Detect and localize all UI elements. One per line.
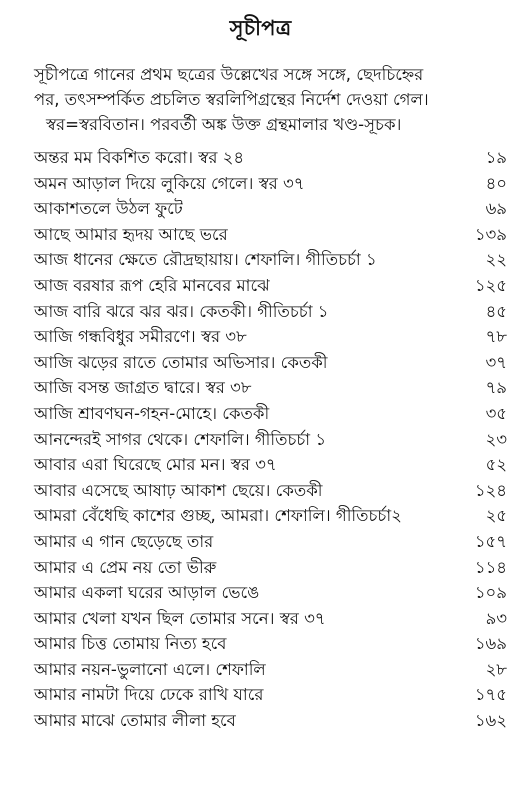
song-first-line: আজ বারি ঝরে ঝর ঝর। কেতকী। গীতিচর্চা ১ bbox=[34, 301, 329, 321]
page-number: ৩৫ bbox=[485, 403, 507, 423]
song-first-line: আজি গন্ধবিধুর সমীরণে। স্বর ৩৮ bbox=[34, 327, 247, 347]
page-number: ১৯ bbox=[485, 148, 507, 167]
page-number: ১০৯ bbox=[474, 583, 507, 603]
page-number: ৩৭ bbox=[485, 352, 507, 372]
page-number: ৪৫ bbox=[485, 301, 507, 321]
page-number: ১৬২ bbox=[474, 711, 507, 731]
song-first-line: আমার চিত্ত তোমায় নিত্য হবে bbox=[34, 634, 227, 654]
page-number: ৯৩ bbox=[485, 608, 507, 628]
list-item bbox=[34, 350, 507, 376]
page-number: ২৫ bbox=[485, 506, 507, 526]
list-item bbox=[34, 682, 507, 708]
list-item bbox=[34, 171, 507, 197]
list-item bbox=[34, 657, 507, 683]
intro-line: স্বর=স্বরবিতান। পরবর্তী অঙ্ক উক্ত গ্রন্থমালার খণ্ড-সূচক। bbox=[46, 115, 402, 134]
list-item bbox=[34, 427, 507, 453]
page-number: ২৮ bbox=[485, 659, 507, 679]
list-item bbox=[34, 503, 507, 529]
list-item bbox=[34, 631, 507, 657]
list-item bbox=[34, 478, 507, 504]
list-item bbox=[34, 299, 507, 325]
song-first-line: আবার এরা ঘিরেছে মোর মন। স্বর ৩৭ bbox=[34, 455, 277, 475]
song-first-line: আকাশতলে উঠল ফুটে bbox=[34, 199, 183, 219]
list-item bbox=[34, 222, 507, 248]
song-index-list bbox=[34, 145, 507, 734]
song-first-line: আমার মাঝে তোমার লীলা হবে bbox=[34, 711, 236, 731]
list-item bbox=[34, 529, 507, 555]
song-first-line: আনন্দেরই সাগর থেকে। শেফালি। গীতিচর্চা ১ bbox=[34, 429, 327, 449]
list-item bbox=[34, 708, 507, 734]
intro-line: পর, তৎসম্পর্কিত প্রচলিত স্বরলিপিগ্রন্থের নির্দেশ দেওয়া গেল। bbox=[34, 90, 429, 109]
list-item bbox=[34, 145, 507, 171]
page-title: সূচীপত্র bbox=[229, 16, 292, 40]
song-first-line: আজ ধানের ক্ষেতে রৌদ্রছায়ায়। শেফালি। গীতিচর্চা ১ bbox=[34, 250, 377, 270]
page-number: ১৩৯ bbox=[474, 224, 507, 244]
song-first-line: আজি ঝড়ের রাতে তোমার অভিসার। কেতকী bbox=[34, 352, 328, 372]
song-first-line: আমার এ গান ছেড়েছে তার bbox=[34, 531, 214, 551]
list-item bbox=[34, 401, 507, 427]
song-first-line: আমরা বেঁধেছি কাশের গুচ্ছ, আমরা। শেফালি। গীতিচর্চা২ bbox=[34, 506, 402, 526]
page-number: ৫২ bbox=[485, 455, 507, 475]
song-first-line: আমার নয়ন-ভুলানো এলে। শেফালি bbox=[34, 659, 266, 679]
intro-line: সূচীপত্রে গানের প্রথম ছত্রের উল্লেখের সঙ্গে সঙ্গে, ছেদচিহ্নের bbox=[34, 65, 424, 84]
page-number: ৬৯ bbox=[485, 199, 507, 219]
page-number: ১১৪ bbox=[474, 557, 507, 577]
list-item bbox=[34, 247, 507, 273]
page-number: ১২৪ bbox=[474, 480, 507, 500]
page-number: ৭৯ bbox=[485, 378, 507, 398]
song-first-line: অন্তর মম বিকশিত করো। স্বর ২৪ bbox=[34, 148, 245, 167]
page-number: ১২৫ bbox=[474, 275, 507, 295]
page-number: ১৬৯ bbox=[474, 634, 507, 654]
song-first-line: আজি বসন্ত জাগ্রত দ্বারে। স্বর ৩৮ bbox=[34, 378, 252, 398]
list-item bbox=[34, 452, 507, 478]
song-first-line: আমার খেলা যখন ছিল তোমার সনে। স্বর ৩৭ bbox=[34, 608, 326, 628]
page-number: ২৩ bbox=[485, 429, 507, 449]
list-item bbox=[34, 580, 507, 606]
song-first-line: আছে আমার হৃদয় আছে ভরে bbox=[34, 224, 228, 244]
song-first-line: আমার একলা ঘরের আড়াল ভেঙে bbox=[34, 583, 260, 603]
page-number: ২২ bbox=[485, 250, 507, 270]
song-first-line: আজি শ্রাবণঘন-গহন-মোহে। কেতকী bbox=[34, 403, 270, 423]
page-number: ৭৮ bbox=[485, 327, 507, 347]
list-item bbox=[34, 273, 507, 299]
song-first-line: আমার এ প্রেম নয় তো ভীরু bbox=[34, 557, 217, 577]
song-first-line: অমন আড়াল দিয়ে লুকিয়ে গেলে। স্বর ৩৭ bbox=[34, 173, 305, 193]
list-item bbox=[34, 196, 507, 222]
song-first-line: আজ বরষার রূপ হেরি মানবের মাঝে bbox=[34, 275, 270, 295]
list-item bbox=[34, 375, 507, 401]
page-number: ১৫৭ bbox=[474, 531, 507, 551]
list-item bbox=[34, 606, 507, 632]
page-number: ৪০ bbox=[485, 173, 507, 193]
list-item bbox=[34, 555, 507, 581]
list-item bbox=[34, 324, 507, 350]
song-first-line: আবার এসেছে আষাঢ় আকাশ ছেয়ে। কেতকী bbox=[34, 480, 323, 500]
intro-paragraph bbox=[34, 62, 505, 137]
page-number: ১৭৫ bbox=[474, 685, 507, 705]
song-first-line: আমার নামটা দিয়ে ঢেকে রাখি যারে bbox=[34, 685, 264, 705]
